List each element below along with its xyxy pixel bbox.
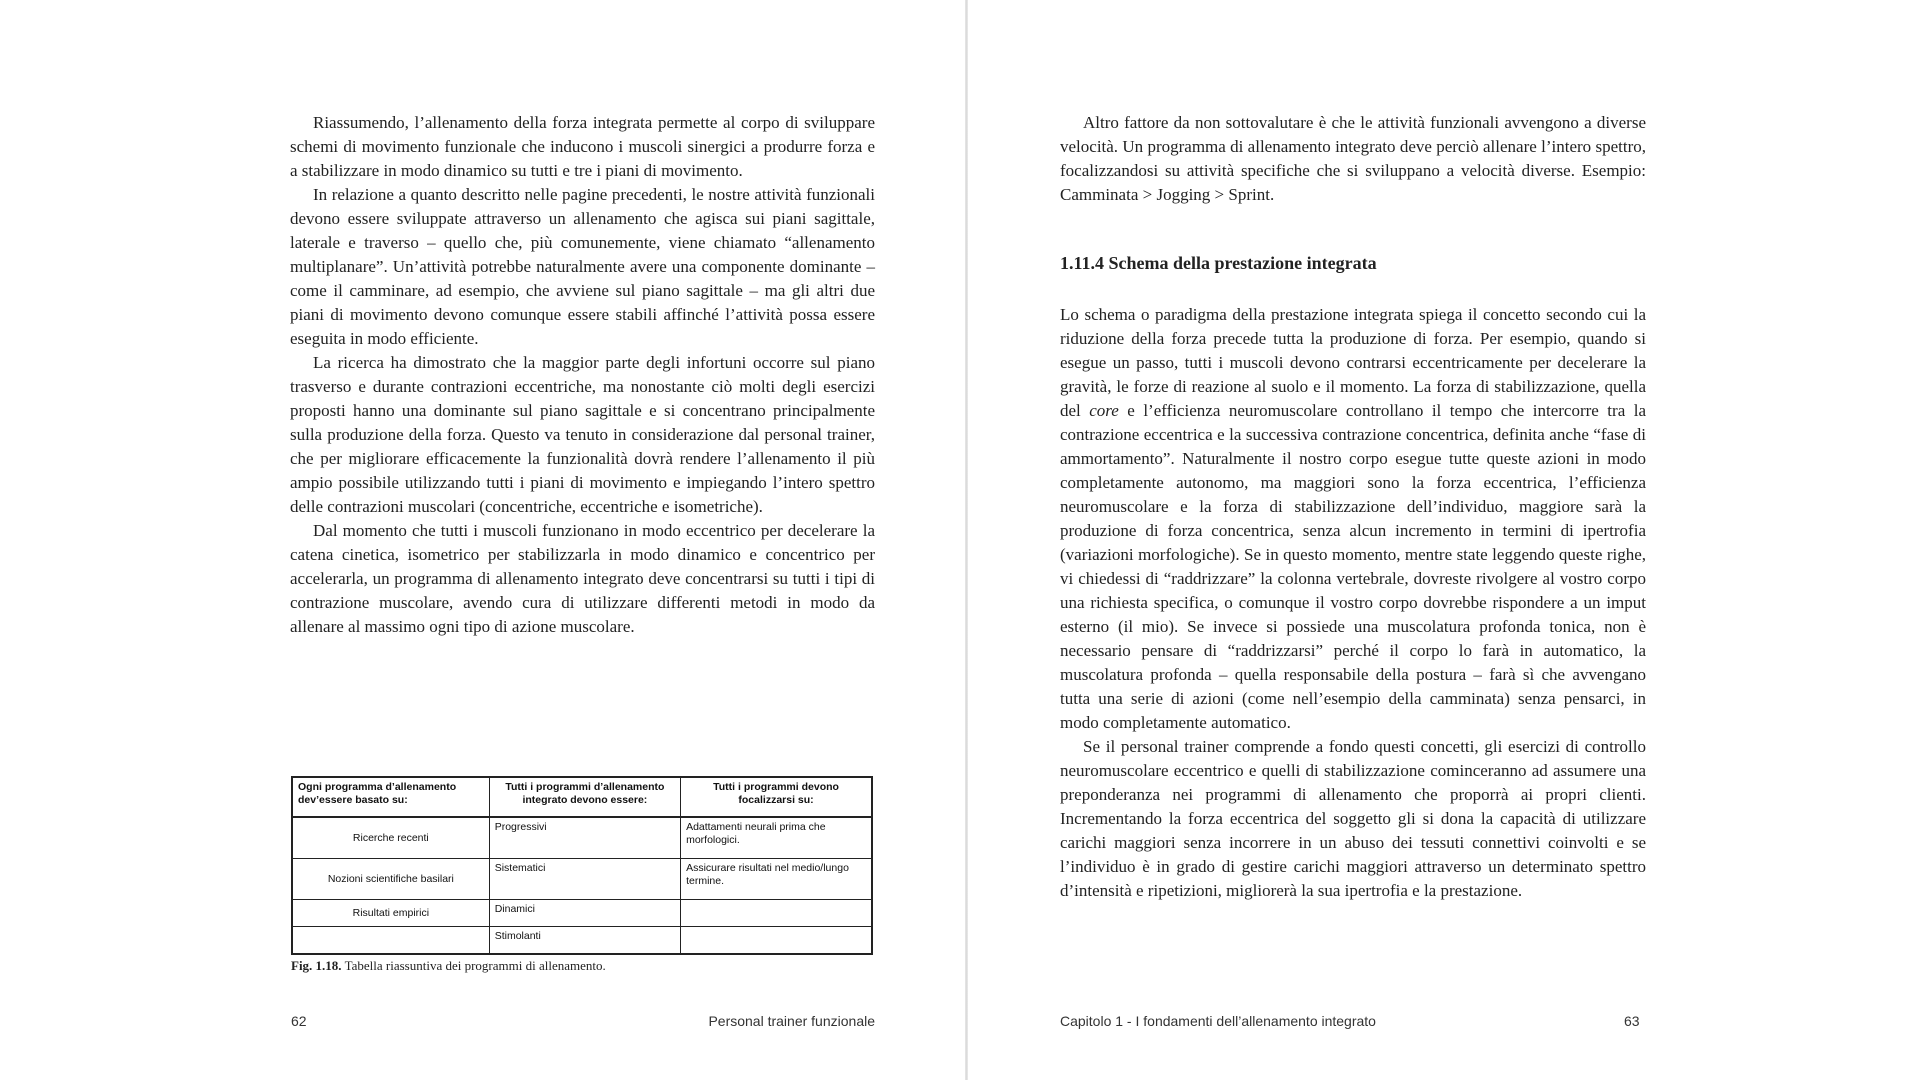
page-number: 62 bbox=[291, 1013, 307, 1029]
table-cell bbox=[681, 927, 872, 955]
page-number: 63 bbox=[1624, 1013, 1640, 1029]
table-cell bbox=[681, 900, 872, 927]
text-run: e l’efficienza neuromuscolare controllano il tempo che intercorre tra la contrazione eccentrica e la successiva contrazione concentrica, definita anche “fase di ammortamento”. Naturalmente il nostro corpo esegue tutte queste azioni in modo completamente autonomo, ma maggiori sono la forza eccentrica, l’efficienza neuromuscolare e la forza di stabilizzazione dell’individuo, maggiore sarà la produzione di forza concentrica, senza alcun incremento in termini di ipertrofia (variazioni morfologiche). Se in questo momento, mentre state leggendo queste righe, vi chiedessi di “raddrizzare” la colonna vertebrale, dovreste rivolgere al vostro corpo una richiesta specifica, o comunque il vostro corpo dovrebbe rispondere a un imput esterno (il mio). Se invece si possiede una muscolatura profonda tonica, non è necessario pensare di “raddrizzarsi” perché il corpo lo farà in automatico, la muscolatura profonda – quella responsabile della postura – farà sì che avvengano tutta una serie di azioni (come nell’esempio della camminata) senza pensarci, in modo completamente automatico. bbox=[1060, 401, 1646, 732]
left-body-text bbox=[290, 111, 875, 639]
table-cell: Adattamenti neurali prima che morfologici. bbox=[681, 817, 872, 859]
caption-label: Fig. 1.18. bbox=[291, 958, 342, 973]
table-row bbox=[292, 817, 872, 859]
paragraph bbox=[1060, 303, 1646, 735]
paragraph: Dal momento che tutti i muscoli funzionano in modo eccentrico per decelerare la catena cinetica, isometrico per stabilizzarla in modo dinamico e concentrico per accelerarla, un programma di allenamento integrato deve concentrarsi su tutti i tipi di contrazione muscolare, avendo cura di utilizzare differenti metodi in modo da allenare al massimo ogni tipo di azione muscolare. bbox=[290, 521, 875, 636]
table-cell: Sistematici bbox=[489, 859, 680, 900]
summary-table bbox=[291, 776, 873, 955]
table-row bbox=[292, 927, 872, 955]
table-header: Tutti i programmi d’allenamento integrato devono essere: bbox=[489, 777, 680, 817]
figure-caption bbox=[291, 958, 606, 974]
caption-text: Tabella riassuntiva dei programmi di allenamento. bbox=[344, 958, 606, 973]
table-cell: Stimolanti bbox=[489, 927, 680, 955]
running-title: Capitolo 1 - I fondamenti dell’allenamento integrato bbox=[1060, 1013, 1376, 1029]
table-cell: Risultati empirici bbox=[292, 900, 489, 927]
paragraph: Altro fattore da non sottovalutare è che le attività funzionali avvengono a diverse velocità. Un programma di allenamento integrato deve perciò allenare l’intero spettro, focalizzandosi su attività specifiche che si sviluppano a velocità diverse. Esempio: Camminata > Jogging > Sprint. bbox=[1060, 113, 1646, 204]
section-heading: 1.11.4 Schema della prestazione integrata bbox=[1060, 253, 1377, 273]
emphasis: core bbox=[1089, 401, 1119, 420]
paragraph: Riassumendo, l’allenamento della forza integrata permette al corpo di sviluppare schemi di movimento funzionale che inducono i muscoli sinergici a produrre forza e a stabilizzare in modo dinamico su tutti e tre i piani di movimento. bbox=[290, 113, 875, 180]
section-body-text bbox=[1060, 303, 1646, 903]
text-run: Lo schema o paradigma della prestazione integrata spiega il concetto secondo cui la riduzione della forza precede tutta la produzione di forza. Per esempio, quando si esegue un passo, tutti i muscoli devono contrarsi eccentricamente per decelerare la gravità, le forze di reazione al suolo e il momento. La forza di stabilizzazione, quella del bbox=[1060, 305, 1646, 420]
table-cell bbox=[292, 927, 489, 955]
table-header-row bbox=[292, 777, 872, 817]
intro-text bbox=[1060, 111, 1646, 207]
paragraph: La ricerca ha dimostrato che la maggior parte degli infortuni occorre sul piano trasverso e durante contrazioni eccentriche, ma nonostante ciò molti degli esercizi proposti hanno una dominante sul piano sagittale e si concentrano principalmente sulla produzione della forza. Questo va tenuto in considerazione dal personal trainer, che per migliorare efficacemente la funzionalità dovrà rendere l’allenamento il più ampio possibile utilizzando tutti i piani di movimento e impiegando l’intero spettro delle contrazioni muscolari (concentriche, eccentriche e isometriche). bbox=[290, 353, 875, 516]
table-cell: Assicurare risultati nel medio/lungo termine. bbox=[681, 859, 872, 900]
paragraph: Se il personal trainer comprende a fondo questi concetti, gli esercizi di controllo neuromuscolare eccentrico e quelli di stabilizzazione cominceranno ad assumere una preponderanza nei programmi di allenamento che proporrà ai propri clienti. Incrementando la forza eccentrica del soggetto gli si dona la capacità di utilizzare carichi maggiori senza incorrere in un abuso dei tessuti connettivi coinvolti e se l’individuo è in grado di gestire carichi maggiori attraverso un determinato spettro d’intensità e ripetizioni, migliorerà la sua ipertrofia e la prestazione. bbox=[1060, 737, 1646, 900]
table-cell: Dinamici bbox=[489, 900, 680, 927]
paragraph: In relazione a quanto descritto nelle pagine precedenti, le nostre attività funzionali devono essere sviluppate attraverso un allenamento che agisca sui piani sagittale, laterale e traverso – quello che, più comunemente, viene chiamato “allenamento multiplanare”. Un’attività potrebbe naturalmente avere una componente dominante – come il camminare, ad esempio, che avviene sul piano sagittale – ma gli altri due piani di movimento devono comunque essere stabili affinché l’attività possa essere eseguita in modo efficiente. bbox=[290, 185, 875, 348]
running-title: Personal trainer funzionale bbox=[708, 1013, 875, 1029]
right-page bbox=[968, 0, 1920, 1080]
table-cell: Ricerche recenti bbox=[292, 817, 489, 859]
table-header: Ogni programma d’allenamento dev’essere basato su: bbox=[292, 777, 489, 817]
table-cell: Nozioni scientifiche basilari bbox=[292, 859, 489, 900]
table-row bbox=[292, 900, 872, 927]
table-row bbox=[292, 859, 872, 900]
table-cell: Progressivi bbox=[489, 817, 680, 859]
table-header: Tutti i programmi devono focalizzarsi su: bbox=[681, 777, 872, 817]
